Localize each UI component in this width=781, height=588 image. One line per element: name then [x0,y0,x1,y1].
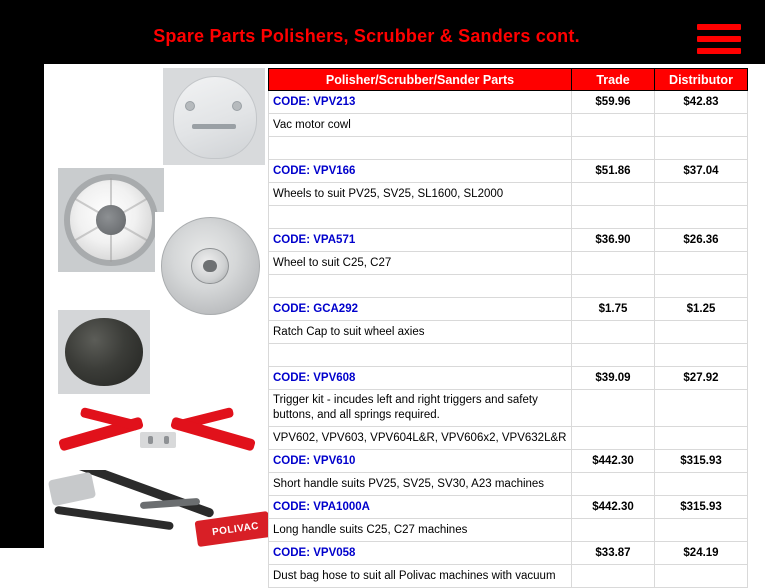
trade-price: $36.90 [572,229,655,252]
table-row [269,252,748,275]
trade-price: $51.86 [572,160,655,183]
distributor-price: $42.83 [655,91,748,114]
table-row [269,229,748,252]
trade-price: $442.30 [572,496,655,519]
grey-wheel-photo [155,212,265,320]
distributor-price: $27.92 [655,367,748,390]
distributor-price: $24.19 [655,542,748,565]
part-description: Vac motor cowl [269,114,572,137]
distributor-price [655,183,748,206]
white-wheel-photo [58,168,164,272]
column-header-distributor: Distributor [655,69,748,91]
table-row [269,114,748,137]
table-row [269,137,748,160]
part-description [269,344,572,367]
part-code: CODE: VPV610 [269,450,572,473]
distributor-price [655,427,748,450]
part-description: Wheels to suit PV25, SV25, SL1600, SL2000 [269,183,572,206]
distributor-price [655,519,748,542]
trade-price [572,390,655,427]
part-description: Ratch Cap to suit wheel axies [269,321,572,344]
part-description: VPV602, VPV603, VPV604L&R, VPV606x2, VPV632L&R [269,427,572,450]
table-row [269,183,748,206]
trade-price [572,206,655,229]
part-code: CODE: VPV608 [269,367,572,390]
table-row [269,344,748,367]
trade-price [572,344,655,367]
part-description [269,206,572,229]
trade-price: $442.30 [572,450,655,473]
trade-price: $1.75 [572,298,655,321]
trigger-kit-photo [44,394,268,472]
handle-photo [44,470,268,548]
part-description [269,275,572,298]
page-title: Spare Parts Polishers, Scrubber & Sanders cont. [153,26,580,46]
trade-price [572,137,655,160]
trade-price [572,275,655,298]
part-description: Dust bag hose to suit all Polivac machines with vacuum [269,565,572,588]
table-row [269,321,748,344]
vac-motor-cowl-photo [163,68,265,165]
right-white-margin [765,0,781,548]
part-description-line1: Trigger kit - incudes left and right triggers and safety [273,394,538,406]
trade-price: $33.87 [572,542,655,565]
column-header-trade: Trade [572,69,655,91]
trade-price [572,427,655,450]
part-code: CODE: GCA292 [269,298,572,321]
distributor-price [655,137,748,160]
distributor-price [655,206,748,229]
part-description: Short handle suits PV25, SV25, SV30, A23 machines [269,473,572,496]
trade-price [572,321,655,344]
table-header-row [269,69,748,91]
part-description [269,390,572,427]
content-area [44,64,765,582]
trade-price [572,473,655,496]
distributor-price [655,252,748,275]
table-row [269,565,748,588]
part-code: CODE: VPA1000A [269,496,572,519]
table-row [269,275,748,298]
distributor-price: $26.36 [655,229,748,252]
table-row [269,206,748,229]
trade-price: $39.09 [572,367,655,390]
table-row [269,496,748,519]
left-black-margin [0,12,44,548]
trade-price [572,252,655,275]
part-code: CODE: VPV213 [269,91,572,114]
distributor-price: $1.25 [655,298,748,321]
table-row [269,519,748,542]
part-description: Long handle suits C25, C27 machines [269,519,572,542]
distributor-price [655,473,748,496]
distributor-price [655,390,748,427]
table-row [269,427,748,450]
parts-table-wrap [268,68,748,588]
brand-label: POLIVAC [211,520,260,539]
part-description-line2: buttons, and all springs required. [273,409,440,421]
trade-price [572,519,655,542]
table-row [269,91,748,114]
distributor-price [655,321,748,344]
distributor-price [655,565,748,588]
table-row [269,450,748,473]
part-code: CODE: VPV166 [269,160,572,183]
hamburger-menu-icon[interactable] [697,24,741,54]
trade-price [572,183,655,206]
distributor-price [655,275,748,298]
table-row [269,160,748,183]
part-description [269,137,572,160]
table-row [269,367,748,390]
table-row [269,298,748,321]
distributor-price: $37.04 [655,160,748,183]
part-code: CODE: VPV058 [269,542,572,565]
distributor-price [655,114,748,137]
page-header [44,12,765,64]
column-header-parts: Polisher/Scrubber/Sander Parts [269,69,572,91]
parts-table [268,68,748,588]
distributor-price: $315.93 [655,496,748,519]
part-description: Wheel to suit C25, C27 [269,252,572,275]
table-row [269,473,748,496]
distributor-price: $315.93 [655,450,748,473]
ratch-cap-photo [58,310,150,394]
product-image-column [44,64,268,548]
top-black-strip [0,0,781,12]
trade-price: $59.96 [572,91,655,114]
table-row [269,542,748,565]
distributor-price [655,344,748,367]
table-row [269,390,748,427]
trade-price [572,565,655,588]
trade-price [572,114,655,137]
part-code: CODE: VPA571 [269,229,572,252]
